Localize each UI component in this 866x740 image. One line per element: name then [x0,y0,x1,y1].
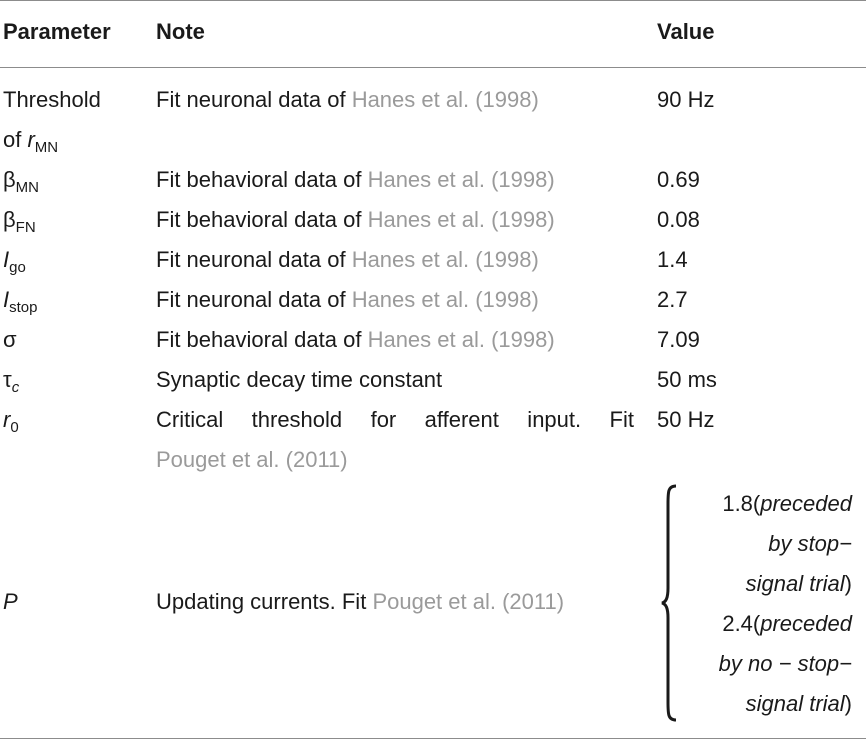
table-bottom-rule [0,738,866,739]
left-brace-icon [660,484,680,722]
value-row-9 [660,484,860,724]
value-row-1: 90 Hz [657,87,715,112]
value-row-7: 50 ms [657,367,717,392]
param-sigma: σ [3,327,17,352]
table-top-rule [0,0,866,1]
header-value: Value [657,19,715,44]
param-p: P [3,589,18,614]
citation-link[interactable]: Hanes et al. (1998) [367,167,555,192]
note-row-8: Critical threshold for afferent input. Fit [156,407,634,432]
param-tau-c: $\tau_c$ [3,367,20,396]
citation-link[interactable]: Hanes et al. (1998) [351,287,539,312]
note-row-5: Fit neuronal data of Hanes et al. (1998) [156,287,539,312]
header-note: Note [156,19,205,44]
param-beta-fn: $\beta_{FN}$ [3,207,36,236]
value-line-4: 2.4(preceded [722,611,852,636]
note-row-3: Fit behavioral data of Hanes et al. (1998) [156,207,555,232]
param-i-go: $I_{go}$ [3,247,26,276]
note-row-2: Fit behavioral data of Hanes et al. (1998) [156,167,555,192]
note-row-7: Synaptic decay time constant [156,367,443,392]
header-parameter: Parameter [3,19,111,44]
citation-link[interactable]: Hanes et al. (1998) [367,207,555,232]
param-r-0: $r_0$ [3,407,19,436]
param-threshold: Threshold [3,87,101,112]
param-beta-mn: $\beta_{MN}$ [3,167,39,196]
citation-link[interactable]: Pouget et al. (2011) [372,589,565,614]
param-threshold-line2: of $r_{MN}$ [3,127,59,156]
note-row-9: Updating currents. Fit Pouget et al. (2011) [156,589,565,614]
param-i-stop: $I_{stop}$ [3,287,38,316]
value-line-2: by stop− [768,531,852,556]
citation-link[interactable]: Hanes et al. (1998) [367,327,555,352]
value-line-5: by no − stop− [718,651,852,676]
citation-link[interactable]: Pouget et al. (2011) [156,447,348,472]
value-row-3: 0.08 [657,207,700,232]
citation-link[interactable]: Hanes et al. (1998) [351,87,539,112]
value-row-6: 7.09 [657,327,700,352]
value-row-2: 0.69 [657,167,700,192]
value-line-1: 1.8(preceded [722,491,852,516]
citation-link[interactable]: Hanes et al. (1998) [351,247,539,272]
note-row-4: Fit neuronal data of Hanes et al. (1998) [156,247,539,272]
note-row-8-ref [156,440,348,480]
value-line-3: signal trial) [745,571,852,596]
value-row-4: 1.4 [657,247,688,272]
value-line-6: signal trial) [745,691,852,716]
header-rule [0,67,866,68]
note-row-1: Fit neuronal data of Hanes et al. (1998) [156,87,539,112]
value-row-8: 50 Hz [657,407,715,432]
value-row-5: 2.7 [657,287,688,312]
note-row-6: Fit behavioral data of Hanes et al. (1998) [156,327,555,352]
